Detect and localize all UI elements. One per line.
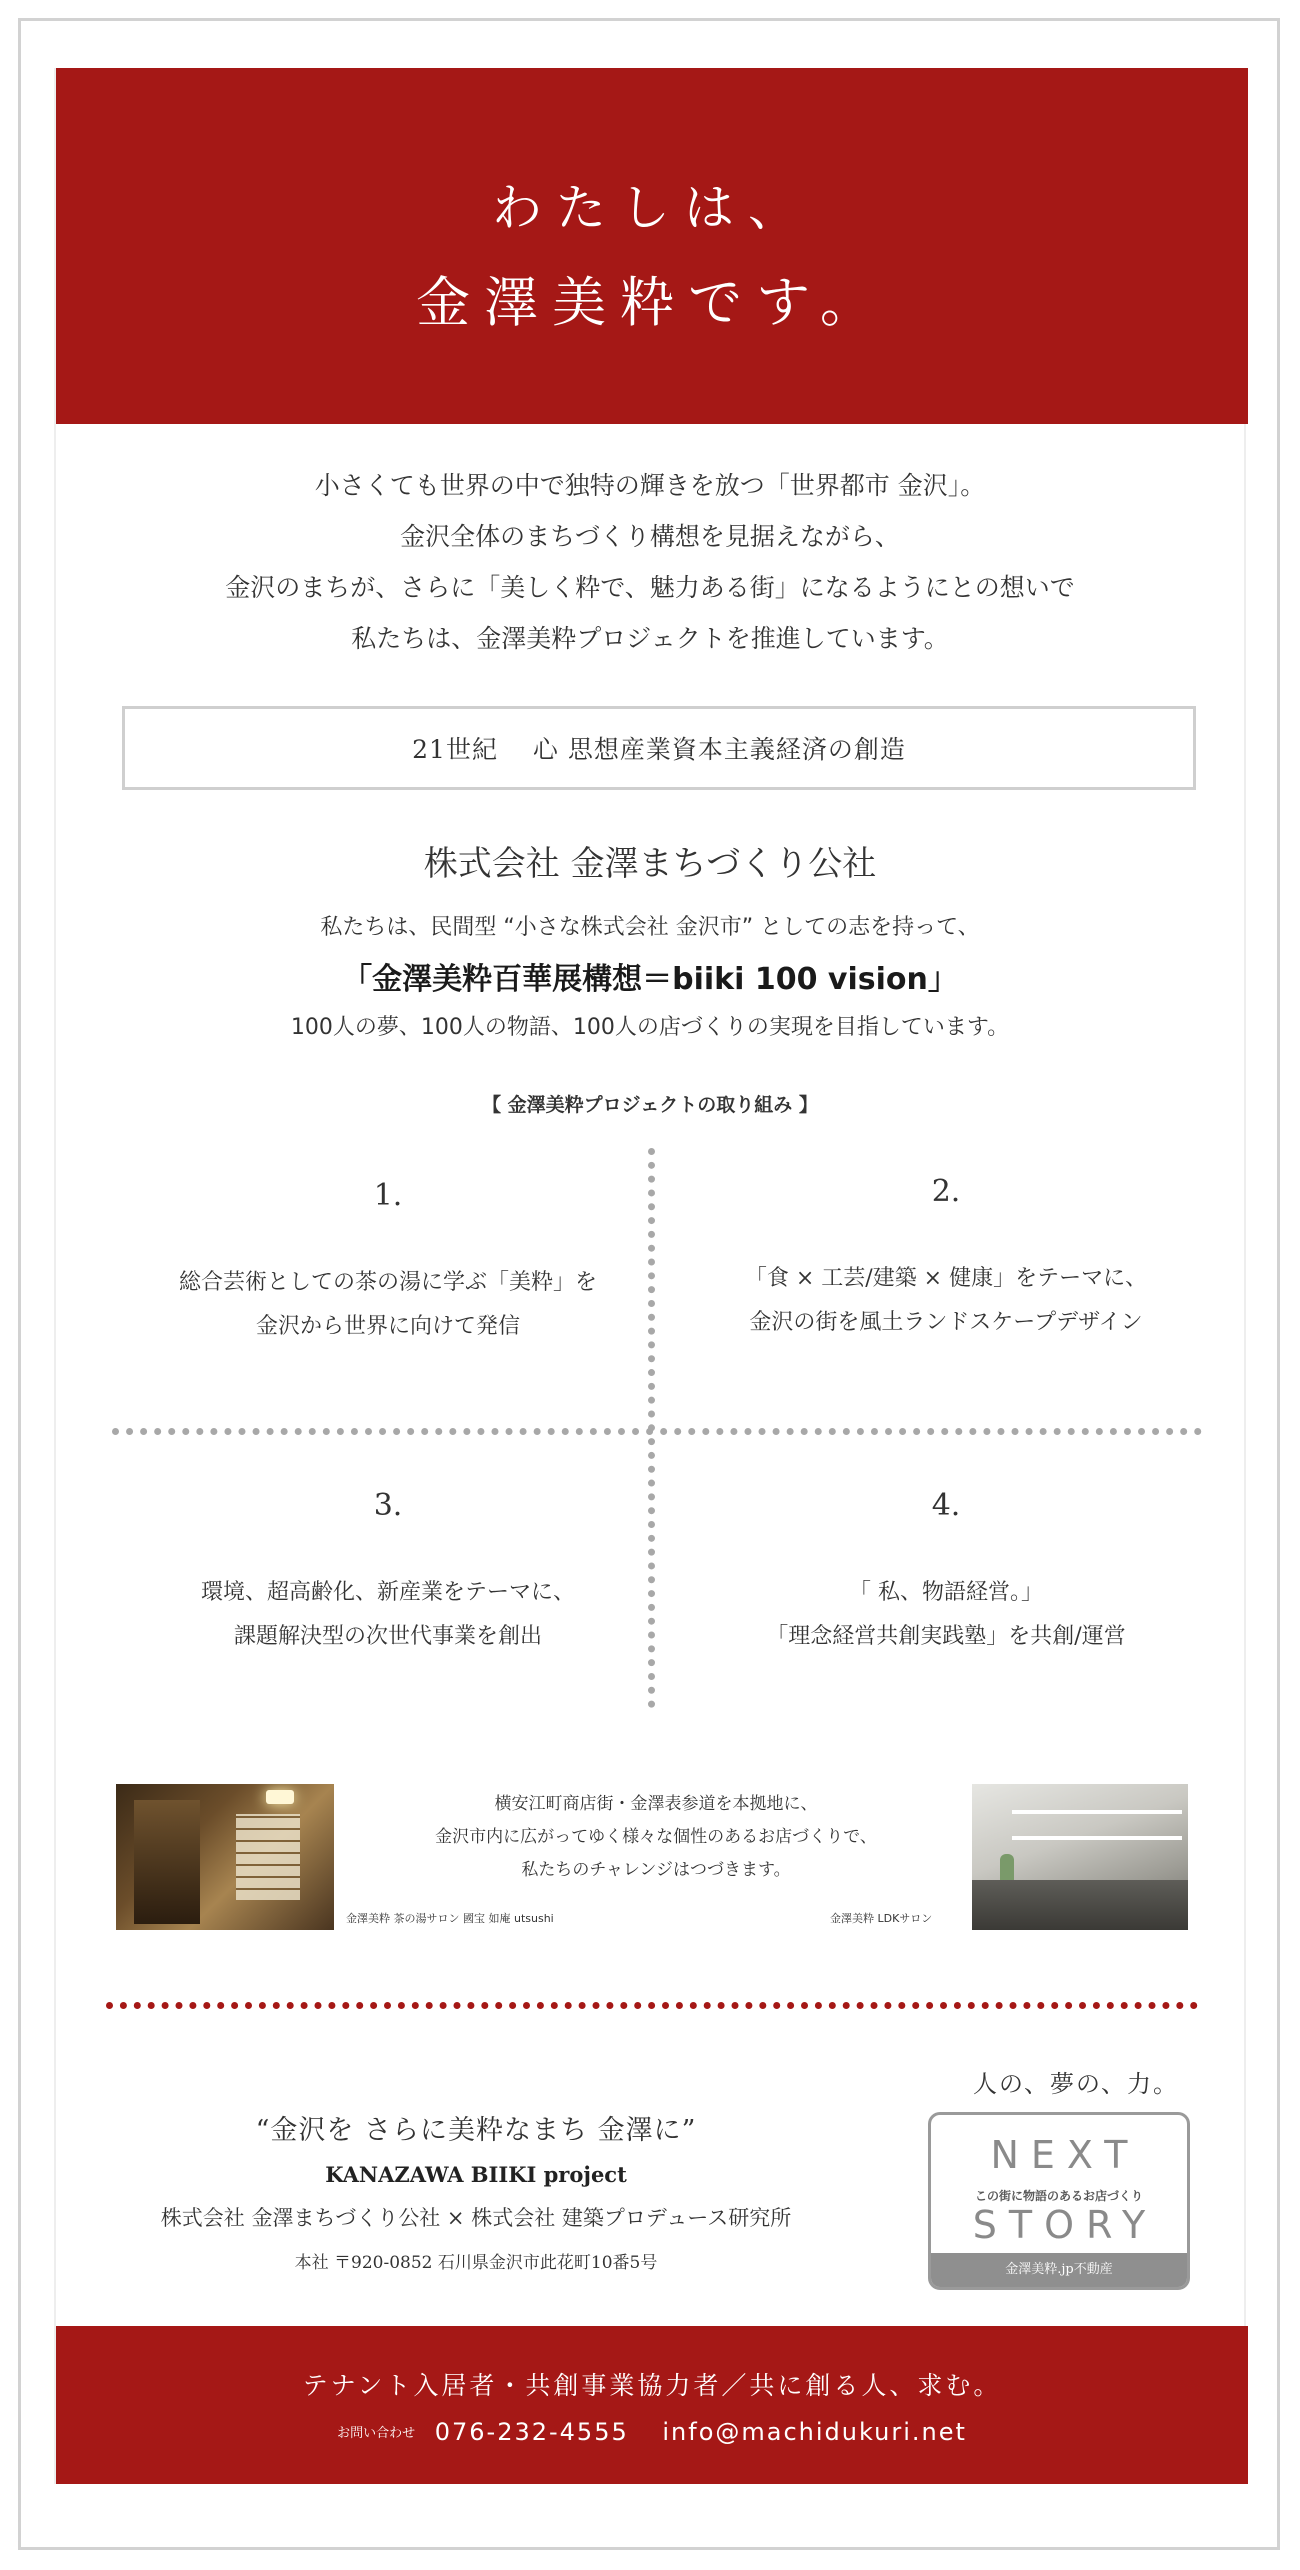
project-item-number: 4.: [931, 1488, 961, 1523]
intro-text: [56, 460, 1244, 664]
photo-shelf: [1012, 1810, 1182, 1814]
photo-doorway: [134, 1800, 200, 1924]
intro-line: 私たちは、金澤美粋プロジェクトを推進しています。: [351, 624, 949, 653]
project-item-line: 金沢の街を風土ランドスケープデザイン: [749, 1310, 1143, 1335]
address-text: 本社 〒920-0852 石川県金沢市此花町10番5号: [294, 2253, 658, 2273]
logo-band: 金澤美粋.jp不動産: [931, 2253, 1187, 2287]
project-item-line: 金沢から世界に向けて発信: [255, 1314, 520, 1339]
challenge-line: 私たちのチャレンジはつづきます。: [521, 1860, 791, 1880]
next-story-caption: 人の、夢の、力。: [972, 2070, 1180, 2098]
project-item-2: [686, 1174, 1206, 1345]
project-heading: 【 金澤美粋プロジェクトの取り組み 】: [482, 1094, 818, 1116]
logo-subtitle: この街に物語のあるお店づくり: [974, 2189, 1143, 2203]
flyer-page: [54, 68, 1246, 2484]
project-item-4: [686, 1488, 1206, 1659]
contact-line: [56, 2418, 1248, 2446]
project-item-number: 3.: [373, 1488, 403, 1523]
hero-title-line2: 金澤美粋です。: [416, 271, 888, 334]
goal-text: 100人の夢、100人の物語、100人の店づくりの実現を目指しています。: [290, 1015, 1010, 1040]
project-name: KANAZAWA BIIKI project: [325, 2162, 627, 2187]
tea-salon-photo: [116, 1784, 334, 1930]
hero-banner: [56, 68, 1248, 424]
tagline: “金沢を さらに美粋なまち 金澤に”: [255, 2115, 697, 2146]
ldk-salon-photo: [972, 1784, 1188, 1930]
project-item-line: 課題解決型の次世代事業を創出: [233, 1624, 542, 1649]
next-story-logo: [928, 2112, 1190, 2290]
project-item-number: 1.: [373, 1178, 403, 1213]
project-item-line: 「食 × 工芸/建築 × 健康」をテーマに、: [744, 1266, 1148, 1291]
email-address: info@machidukuri.net: [662, 2418, 967, 2446]
intro-line: 金沢のまちが、さらに「美しく粋で、魅力ある街」になるようにとの想いで: [225, 573, 1075, 602]
vision-title: 「金澤美粋百華展構想＝biiki 100 vision」: [342, 962, 958, 997]
project-item-text: [686, 1257, 1206, 1345]
project-item-line: 「理念経営共創実践塾」を共創/運営: [766, 1624, 1126, 1649]
challenge-line: 横安江町商店街・金澤表参道を本拠地に、: [494, 1794, 818, 1814]
company-heading: 株式会社 金澤まちづくり公社: [423, 844, 877, 884]
slogan-box: [122, 706, 1196, 790]
project-item-line: 「 私、物語経営。」: [849, 1580, 1043, 1605]
intro-line: 金沢全体のまちづくり構想を見据えながら、: [400, 522, 900, 551]
slogan-text: 21世紀 心 思想産業資本主義経済の創造: [412, 735, 906, 764]
logo-story-word: STORY: [972, 2203, 1158, 2247]
intro-line: 小さくても世界の中で独特の輝きを放つ「世界都市 金沢」。: [314, 471, 986, 500]
project-item-text: [128, 1571, 648, 1659]
contact-label: お問い合わせ: [337, 2426, 416, 2441]
mission-text: 私たちは、民間型 “小さな株式会社 金沢市” としての志を持って、: [320, 915, 980, 940]
logo-next-word: NEXT: [990, 2133, 1140, 2177]
challenge-text: [356, 1788, 956, 1887]
project-item-text: [128, 1261, 648, 1349]
project-item-3: [128, 1488, 648, 1659]
photo-lamp: [266, 1790, 294, 1804]
horizontal-dotted-divider: [112, 1428, 1202, 1435]
project-item-1: [128, 1178, 648, 1349]
partners-text: 株式会社 金澤まちづくり公社 × 株式会社 建築プロデュース研究所: [160, 2206, 792, 2230]
tea-salon-caption: 金澤美粋 茶の湯サロン 國宝 如庵 utsushi: [346, 1912, 554, 1925]
ldk-salon-caption: 金澤美粋 LDKサロン: [830, 1912, 933, 1925]
hero-title-line1: わたしは、: [492, 179, 812, 237]
red-dotted-divider: [106, 2002, 1198, 2009]
phone-number: 076-232-4555: [434, 2418, 629, 2446]
project-item-text: [686, 1571, 1206, 1659]
recruit-text: テナント入居者・共創事業協力者／共に創る人、求む。: [302, 2371, 1002, 2400]
photo-shelf: [1012, 1836, 1182, 1840]
footer-banner: [56, 2326, 1248, 2484]
project-item-line: 総合芸術としての茶の湯に学ぶ「美粋」を: [178, 1270, 597, 1295]
challenge-line: 金沢市内に広がってゆく様々な個性のあるお店づくりで、: [435, 1827, 877, 1847]
project-item-line: 環境、超高齢化、新産業をテーマに、: [200, 1580, 575, 1605]
project-item-number: 2.: [931, 1174, 961, 1209]
photo-shoji-screen: [236, 1814, 300, 1900]
photo-counter: [972, 1880, 1188, 1930]
